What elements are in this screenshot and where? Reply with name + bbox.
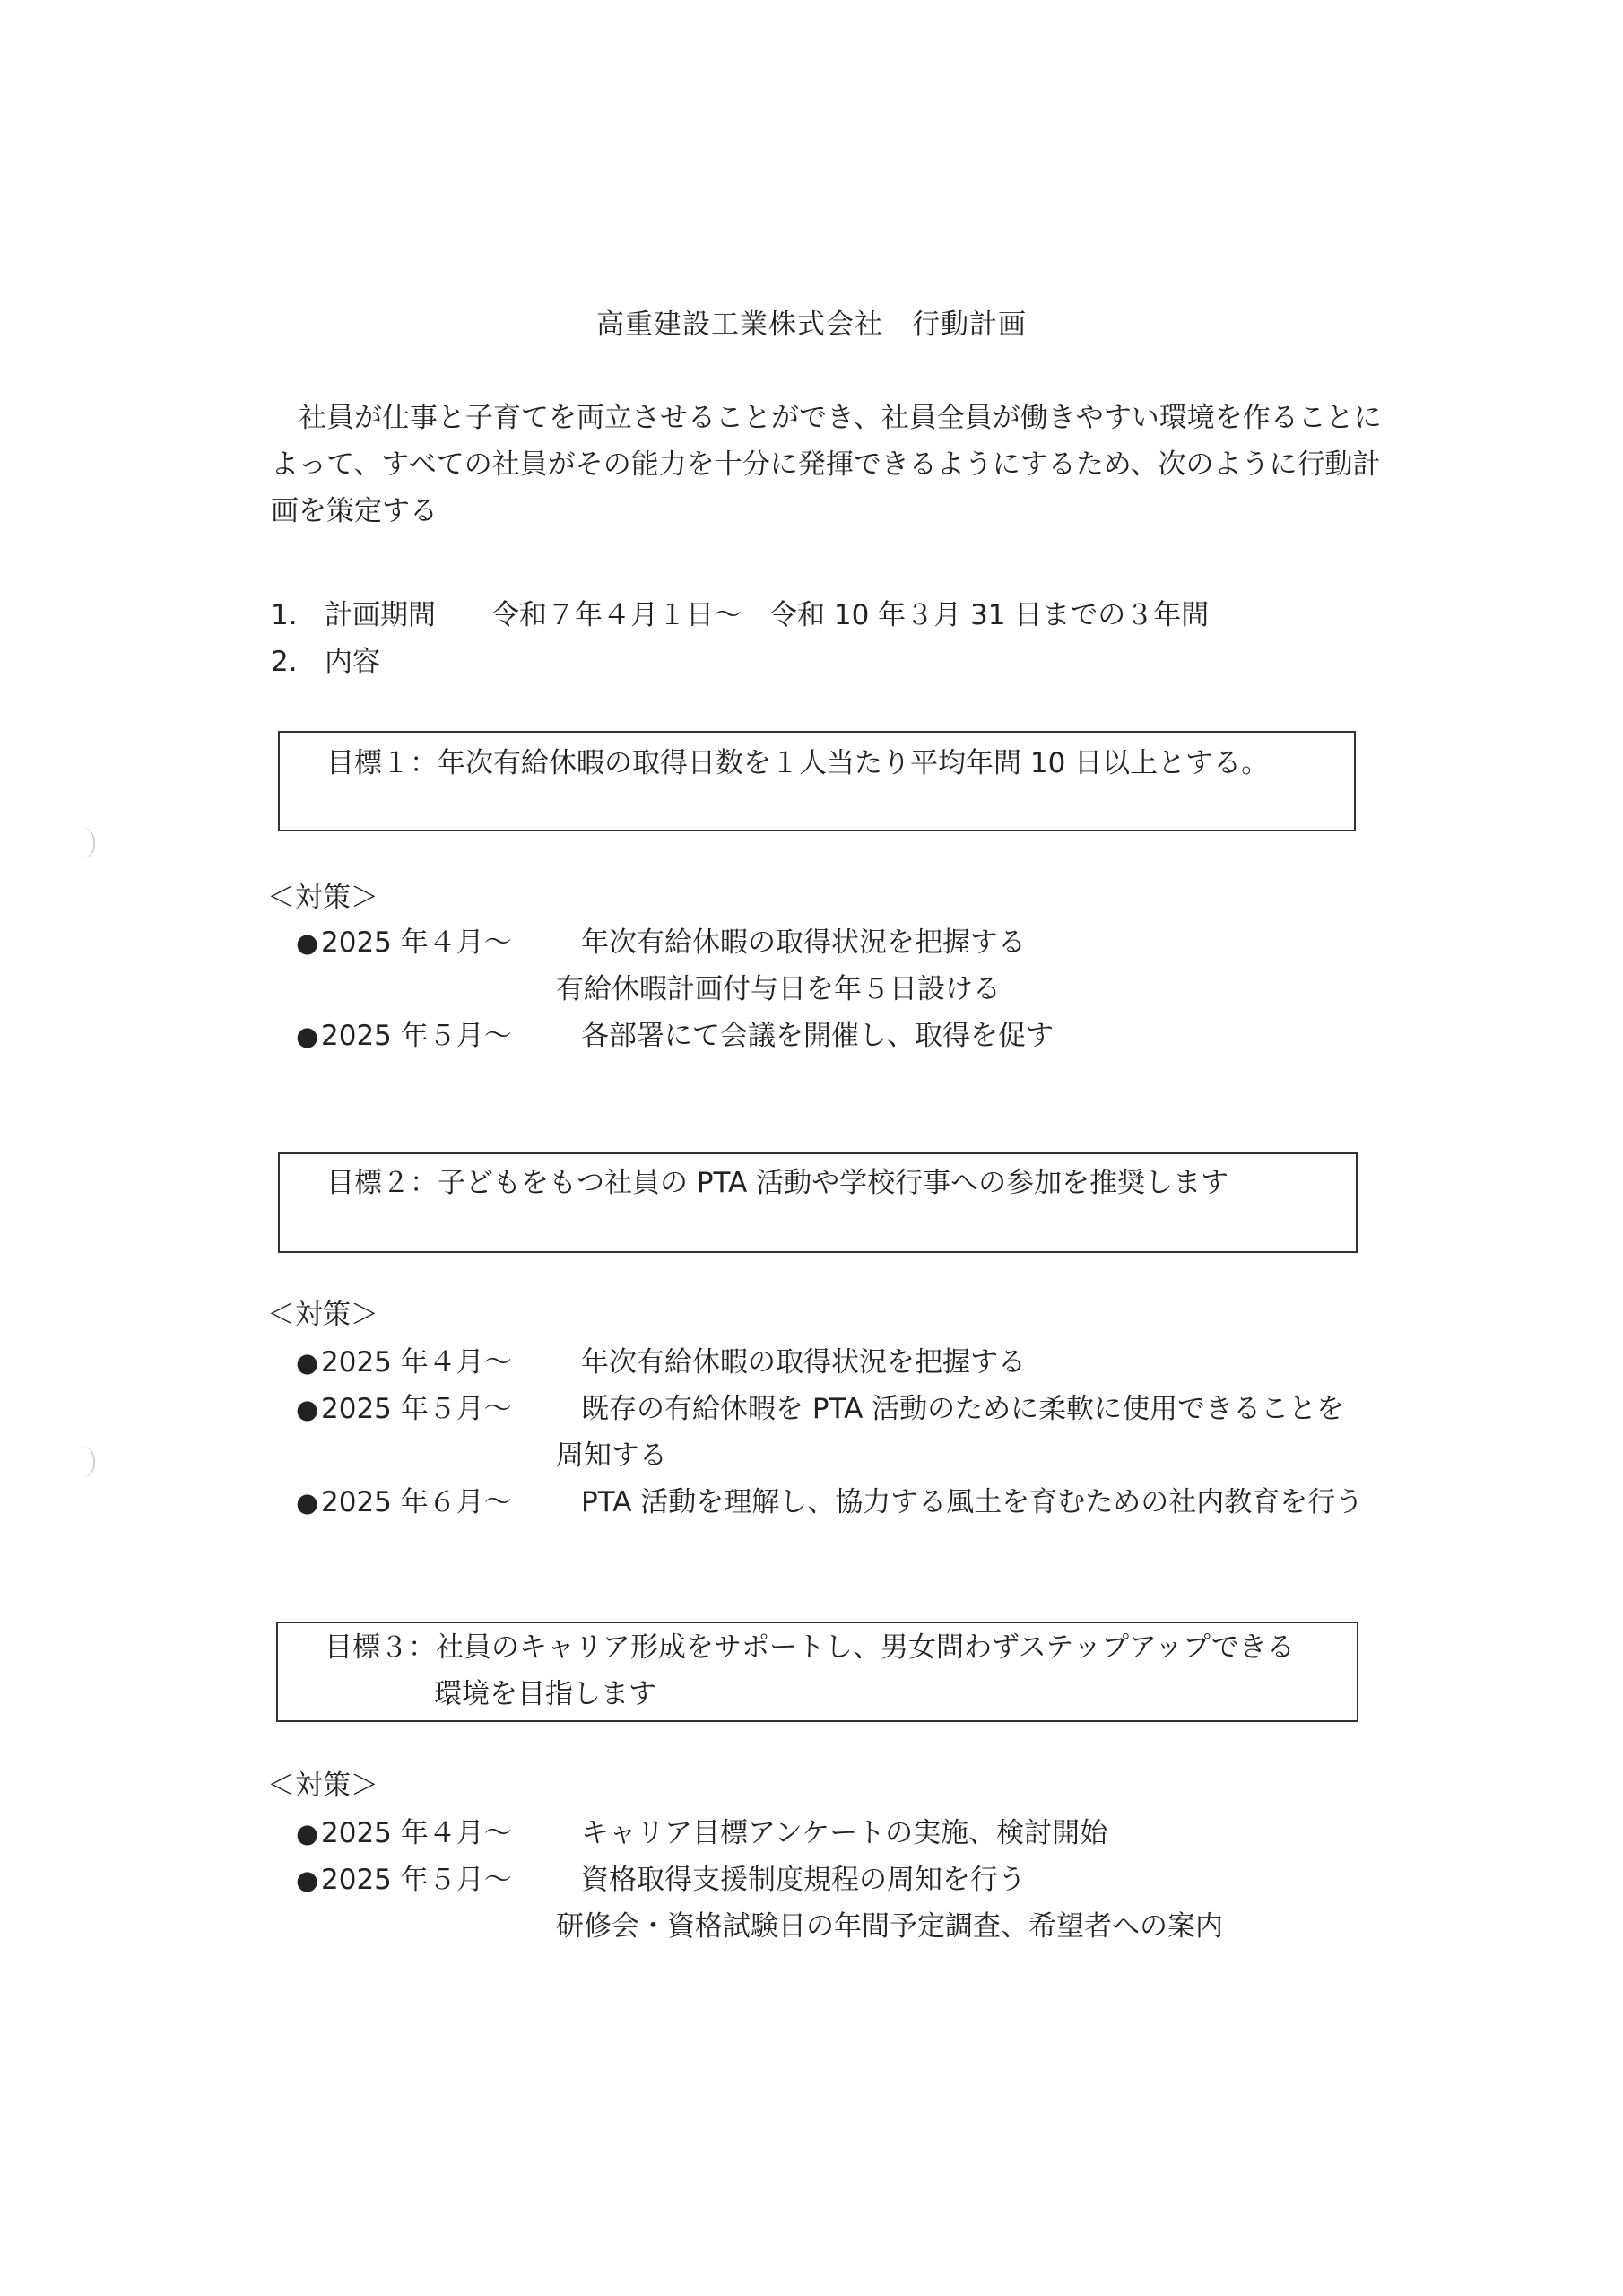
measure-date: 2025 年６月～ [321, 1486, 512, 1518]
bullet-icon: ● [296, 1865, 319, 1895]
measure-date: 2025 年４月～ [321, 926, 512, 959]
item-label: 内容 [325, 646, 380, 678]
goal-box-1 [278, 731, 1356, 831]
intro-line: 社員が仕事と子育てを両立させることができ、社員全員が働きやすい環境を作ることに [299, 402, 1382, 434]
item-value: 令和７年４月１日～ 令和 10 年３月 31 日までの３年間 [491, 599, 1210, 631]
measure-text-cont: 周知する [556, 1439, 667, 1472]
measure-text: PTA 活動を理解し、協力する風土を育むための社内教育を行う [581, 1486, 1364, 1518]
measures-heading: ＜対策＞ [267, 1770, 378, 1802]
page-title: 高重建設工業株式会社 行動計画 [596, 309, 1027, 341]
content-item [271, 639, 380, 679]
measure-text: 年次有給休暇の取得状況を把握する [581, 926, 1026, 959]
measure-text-cont: 研修会・資格試験日の年間予定調査、希望者への案内 [556, 1910, 1223, 1943]
measure-text: 年次有給休暇の取得状況を把握する [581, 1346, 1026, 1378]
goal-box-2 [278, 1152, 1358, 1253]
intro-line: 画を策定する [271, 495, 438, 527]
measure-item [296, 1479, 1363, 1519]
goal-text: 環境を目指します [434, 1678, 656, 1710]
bullet-icon: ● [296, 1394, 319, 1424]
measure-item [296, 1339, 1026, 1379]
goal-text: 目標２：子どもをもつ社員の PTA 活動や学校行事への参加を推奨します [326, 1167, 1229, 1199]
measure-date: 2025 年５月～ [321, 1393, 512, 1425]
punch-hole-mark [81, 1446, 95, 1478]
measure-item [296, 919, 1026, 960]
measure-date: 2025 年４月～ [321, 1346, 512, 1378]
goal-box-3 [276, 1622, 1358, 1722]
measure-date: 2025 年５月～ [321, 1864, 512, 1896]
measure-text-cont: 有給休暇計画付与日を年５日設ける [556, 973, 1001, 1005]
measure-date: 2025 年４月～ [321, 1817, 512, 1849]
measure-item [296, 1386, 1344, 1426]
measure-text: 資格取得支援制度規程の周知を行う [581, 1864, 1026, 1896]
measure-item [296, 1810, 1107, 1850]
measure-item [296, 1857, 1026, 1897]
bullet-icon: ● [296, 1347, 319, 1378]
goal-text: 目標１：年次有給休暇の取得日数を１人当たり平均年間 10 日以上とする。 [326, 747, 1270, 779]
punch-hole-mark [81, 827, 95, 859]
measure-text: 各部署にて会議を開催し、取得を促す [581, 1020, 1054, 1052]
measure-text: 既存の有給休暇を PTA 活動のために柔軟に使用できることを [581, 1393, 1345, 1425]
plan-period-item [271, 592, 1209, 632]
item-label: 計画期間 [325, 599, 436, 631]
bullet-icon: ● [296, 927, 319, 958]
goal-text: 目標３：社員のキャリア形成をサポートし、男女問わずステップアップできる [325, 1631, 1295, 1664]
intro-line: よって、すべての社員がその能力を十分に発揮できるようにするため、次のように行動計 [271, 448, 1381, 481]
item-number: 1. [271, 599, 298, 631]
measures-heading: ＜対策＞ [267, 882, 378, 914]
bullet-icon: ● [296, 1487, 319, 1518]
measure-item [296, 1013, 1054, 1053]
bullet-icon: ● [296, 1818, 319, 1848]
measure-date: 2025 年５月～ [321, 1020, 512, 1052]
bullet-icon: ● [296, 1021, 319, 1051]
item-number: 2. [271, 646, 298, 678]
measures-heading: ＜対策＞ [267, 1299, 378, 1331]
measure-text: キャリア目標アンケートの実施、検討開始 [581, 1817, 1108, 1849]
intro-paragraph [271, 395, 1392, 535]
